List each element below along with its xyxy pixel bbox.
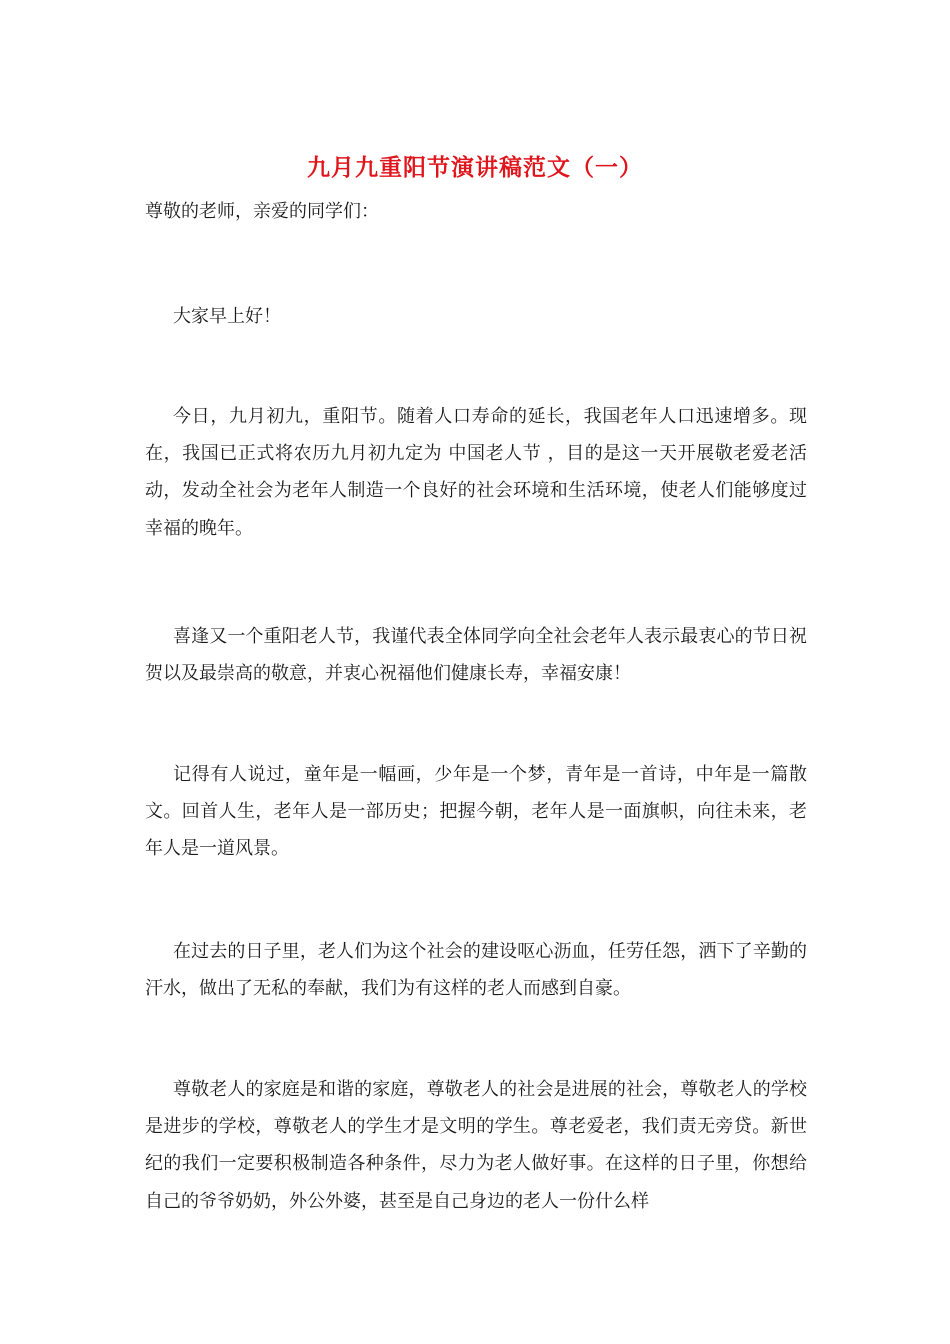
paragraph-congratulations: 喜逢又一个重阳老人节，我谨代表全体同学向全社会老年人表示最衷心的节日祝贺以及最崇高的敬意，并衷心祝福他们健康长寿，幸福安康！ [145, 626, 807, 685]
paragraph-intro: 今日，九月初九，重阳节。随着人口寿命的延长，我国老年人口迅速增多。现在，我国已正式将农历九月初九定为 中国老人节 ，目的是这一天开展敬老爱老活动，发动全社会为老年人制造一个良好的社会环境和生活环境，使老人们能够度过幸福的晚年。 [145, 406, 807, 539]
document-title: 九月九重阳节演讲稿范文（一） [307, 154, 643, 181]
paragraph-respect: 尊敬老人的家庭是和谐的家庭，尊敬老人的社会是进展的社会，尊敬老人的学校是进步的学校，尊敬老人的学生才是文明的学生。尊老爱老，我们责无旁贷。新世纪的我们一定要积极制造各种条件，尽力为老人做好事。在这样的日子里，你想给自己的爷爷奶奶，外公外婆，甚至是自己身边的老人一份什么样 [145, 1079, 807, 1212]
paragraph-greeting: 大家早上好！ [173, 306, 281, 327]
paragraph-contribution: 在过去的日子里，老人们为这个社会的建设呕心沥血，任劳任怨，洒下了辛勤的汗水，做出了无私的奉献，我们为有这样的老人而感到自豪。 [145, 941, 807, 1000]
salutation: 尊敬的老师，亲爱的同学们： [145, 201, 379, 222]
paragraph-life-metaphor: 记得有人说过，童年是一幅画，少年是一个梦，青年是一首诗，中年是一篇散文。回首人生，老年人是一部历史；把握今朝，老年人是一面旗帜，向往未来，老年人是一道风景。 [145, 764, 807, 860]
